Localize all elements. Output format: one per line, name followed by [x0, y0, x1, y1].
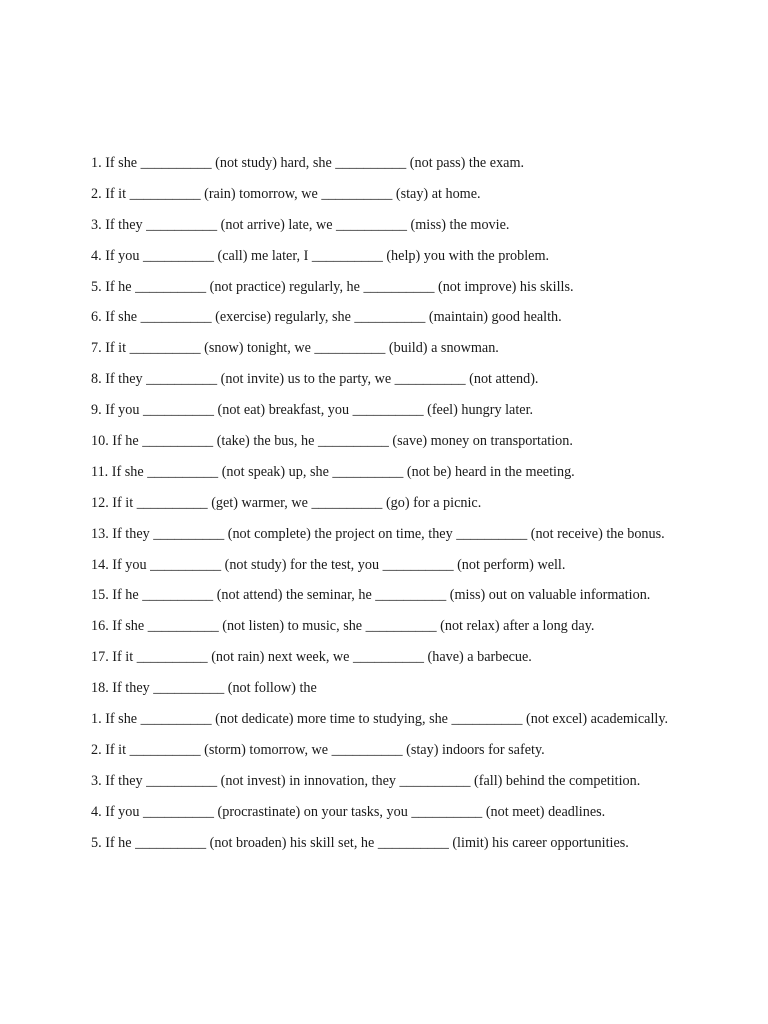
exercise-item: 7. If it __________ (snow) tonight, we __________ (build) a snowman. — [91, 340, 499, 357]
exercise-item: 4. If you __________ (call) me later, I __________ (help) you with the problem. — [91, 247, 550, 264]
exercise-item: 12. If it __________ (get) warmer, we __________ (go) for a picnic. — [91, 494, 482, 511]
exercise-item: 18. If they __________ (not follow) the — [91, 680, 317, 697]
exercise-item: 17. If it __________ (not rain) next week, we __________ (have) a barbecue. — [91, 649, 532, 666]
exercise-item: 14. If you __________ (not study) for the test, you __________ (not perform) well. — [91, 556, 566, 573]
exercise-list — [91, 153, 691, 863]
exercise-item: 2. If it __________ (storm) tomorrow, we __________ (stay) indoors for safety. — [91, 741, 545, 758]
exercise-item: 5. If he __________ (not broaden) his skill set, he __________ (limit) his career opportunities. — [91, 834, 629, 851]
exercise-item: 10. If he __________ (take) the bus, he __________ (save) money on transportation. — [91, 433, 573, 450]
exercise-item: 5. If he __________ (not practice) regularly, he __________ (not improve) his skills. — [91, 278, 574, 295]
exercise-item: 9. If you __________ (not eat) breakfast, you __________ (feel) hungry later. — [91, 402, 534, 419]
exercise-item: 16. If she __________ (not listen) to music, she __________ (not relax) after a long day. — [91, 618, 595, 635]
exercise-item: 4. If you __________ (procrastinate) on your tasks, you __________ (not meet) deadlines. — [91, 803, 606, 820]
exercise-item: 1. If she __________ (not dedicate) more time to studying, she __________ (not excel) academically. — [91, 711, 669, 728]
exercise-item: 3. If they __________ (not invest) in innovation, they __________ (fall) behind the competition. — [91, 772, 641, 789]
exercise-item: 13. If they __________ (not complete) the project on time, they __________ (not receive) the bonus. — [91, 525, 665, 542]
exercise-item: 11. If she __________ (not speak) up, she __________ (not be) heard in the meeting. — [91, 463, 575, 480]
exercise-item: 2. If it __________ (rain) tomorrow, we __________ (stay) at home. — [91, 185, 481, 202]
exercise-item: 3. If they __________ (not arrive) late, we __________ (miss) the movie. — [91, 216, 510, 233]
exercise-item: 15. If he __________ (not attend) the seminar, he __________ (miss) out on valuable information. — [91, 587, 651, 604]
exercise-item: 1. If she __________ (not study) hard, she __________ (not pass) the exam. — [91, 155, 525, 171]
exercise-item: 8. If they __________ (not invite) us to the party, we __________ (not attend). — [91, 371, 539, 388]
exercise-item: 6. If she __________ (exercise) regularly, she __________ (maintain) good health. — [91, 309, 562, 326]
